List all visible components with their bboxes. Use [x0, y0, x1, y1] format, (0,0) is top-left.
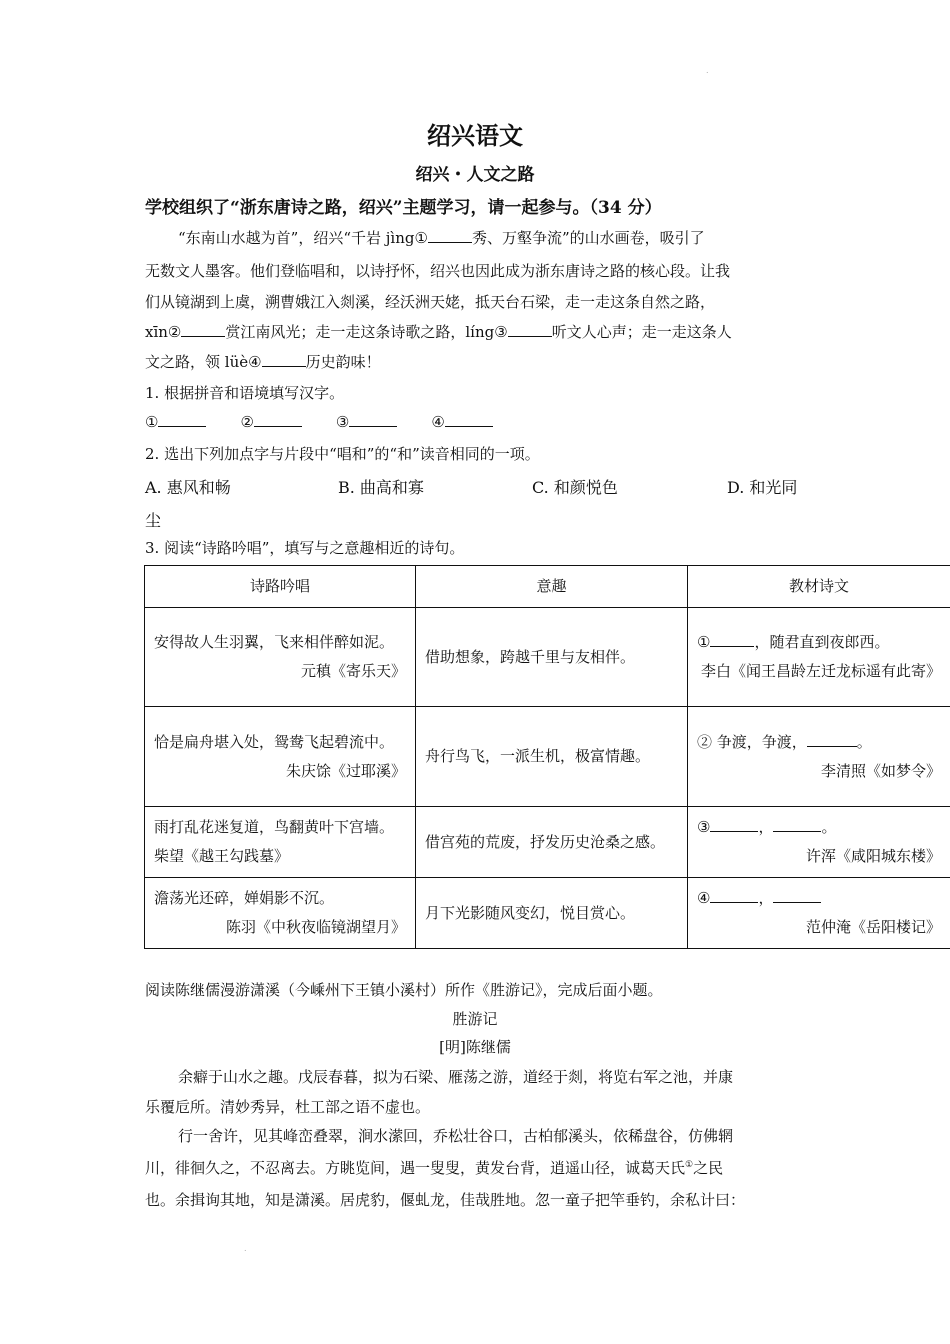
reading-author: [明]陈继儒 — [439, 1038, 511, 1056]
poem-table — [144, 565, 950, 949]
option-d[interactable]: D. 和光同 — [727, 478, 798, 497]
poem-source: 元稹《寄乐天》 — [300, 662, 406, 680]
passage-text: 赏江南风光；走一走这条诗歌之路，líng③ — [225, 323, 508, 341]
fill-blank-2[interactable] — [181, 322, 225, 337]
task-heading: 学校组织了“浙东唐诗之路，绍兴”主题学习，请一起参与。（34 分） — [145, 198, 662, 218]
reading-line: 乐覆卮所。清妙秀异，杜工部之语不虚也。 — [145, 1098, 431, 1116]
fill-blank-4[interactable] — [262, 352, 306, 367]
table-row — [145, 878, 950, 949]
scan-mark: . — [706, 66, 709, 75]
reading-title: 胜游记 — [452, 1010, 498, 1028]
reading-intro: 阅读陈继儒漫游潇溪（今嵊州下王镇小溪村）所作《胜游记》，完成后面小题。 — [145, 981, 663, 999]
passage-text: 秀、万壑争流”的山水画卷，吸引了 — [471, 229, 705, 247]
page-title: 绍兴语文 — [427, 121, 523, 150]
meaning-cell: 借助想象，跨越千里与友相伴。 — [416, 608, 688, 707]
passage-text: “东南山水越为首”，绍兴“千岩 jìng① — [178, 229, 428, 247]
table-blank-3a[interactable] — [710, 817, 758, 832]
reading-text: 之民 — [693, 1159, 724, 1177]
footnote-marker[interactable]: ① — [685, 1160, 694, 1170]
poem-cell — [145, 807, 416, 878]
passage-line-4 — [145, 321, 732, 342]
table-blank-4a[interactable] — [710, 888, 758, 903]
section-subtitle: 绍兴・人文之路 — [415, 165, 535, 185]
table-header-row — [145, 566, 950, 608]
reading-line — [145, 1157, 723, 1178]
answer-blank-3[interactable] — [349, 412, 397, 427]
textbook-source: 范仲淹《岳阳楼记》 — [805, 918, 941, 936]
textbook-source: 李清照《如梦令》 — [820, 761, 941, 780]
question-1-prompt: 1. 根据拼音和语境填写汉字。 — [145, 384, 345, 402]
poem-cell — [145, 878, 416, 949]
answer-label-4: ④ — [431, 413, 445, 431]
answer-blank-2[interactable] — [254, 412, 302, 427]
textbook-text: 。 — [856, 732, 872, 751]
table-row — [145, 608, 950, 707]
poem-source: 陈羽《中秋夜临镜湖望月》 — [225, 918, 406, 936]
poem-source: 柴望《越王勾践墓》 — [154, 847, 290, 865]
textbook-text: ， — [758, 818, 774, 836]
reading-line: 也。余揖询其地，知是潇溪。居虎豹，偃虬龙，佳哉胜地。忽一童子把竿垂钓，余私计曰： — [145, 1191, 746, 1209]
textbook-cell — [688, 707, 950, 807]
reading-line: 行一舍许，见其峰峦叠翠，涧水潆回，乔松壮谷口，古柏郁溪头，依稀盘谷，仿佛辋 — [178, 1127, 734, 1145]
fill-blank-1[interactable] — [428, 228, 472, 243]
passage-text: 听文人心声；走一走这条人 — [551, 323, 732, 341]
textbook-text: 。 — [821, 818, 837, 836]
header-textbook: 教材诗文 — [688, 566, 950, 608]
textbook-text: ③ — [697, 818, 711, 836]
table-row — [145, 807, 950, 878]
answer-label-3: ③ — [335, 413, 350, 431]
passage-text: 文之路，领 lüè④ — [145, 353, 262, 371]
option-b[interactable]: B. 曲高和寡 — [338, 478, 424, 497]
passage-line-3: 们从镜湖到上虞，溯曹娥江入剡溪，经沃洲天姥，抵天台石梁，走一走这条自然之路， — [145, 293, 716, 311]
question-1-answers — [145, 412, 493, 431]
answer-blank-4[interactable] — [445, 412, 493, 427]
textbook-text: ④ — [697, 889, 711, 907]
poem-cell — [145, 608, 416, 707]
textbook-text: ② 争渡，争渡， — [697, 732, 807, 751]
passage-text: xīn② — [145, 323, 182, 341]
textbook-cell — [688, 608, 950, 707]
question-2-prompt: 2. 选出下列加点字与片段中“唱和”的“和”读音相同的一项。 — [145, 445, 540, 463]
answer-label-1: ① — [145, 413, 159, 431]
option-d-wrap: 尘 — [145, 511, 162, 530]
textbook-source: 李白《闻王昌龄左迁龙标遥有此寄》 — [700, 662, 941, 680]
fill-blank-3[interactable] — [508, 322, 552, 337]
passage-line-1 — [178, 227, 705, 248]
table-blank-4b[interactable] — [773, 888, 821, 903]
poem-cell — [145, 707, 416, 807]
answer-blank-1[interactable] — [158, 412, 206, 427]
header-poem: 诗路吟唱 — [145, 566, 416, 608]
passage-line-2: 无数文人墨客。他们登临唱和，以诗抒怀，绍兴也因此成为浙东唐诗之路的核心段。让我 — [145, 262, 731, 280]
poem-text: 安得故人生羽翼，飞来相伴醉如泥。 — [154, 633, 395, 651]
scan-mark: . — [244, 1244, 247, 1253]
textbook-text: ，随君直到夜郎西。 — [754, 633, 890, 651]
poem-text: 雨打乱花迷复道，鸟翻黄叶下宫墙。 — [154, 818, 395, 836]
table-blank-2[interactable] — [807, 732, 857, 747]
question-3-prompt: 3. 阅读“诗路吟唱”，填写与之意趣相近的诗句。 — [145, 539, 465, 557]
poem-text: 澹荡光还碎，婵娟影不沉。 — [154, 889, 335, 907]
table-blank-3b[interactable] — [773, 817, 821, 832]
textbook-cell — [688, 878, 950, 949]
textbook-text: ① — [697, 633, 711, 651]
passage-text: 历史韵味！ — [305, 353, 381, 371]
reading-line: 余癖于山水之趣。戊辰春暮，拟为石梁、雁荡之游，道经于剡，将览右军之池，并康 — [178, 1068, 734, 1086]
reading-text: 川，徘徊久之，不忍离去。方眺览间，遇一叟叟，黄发台背，逍遥山径，诚葛天氏 — [145, 1159, 686, 1177]
option-a[interactable]: A. 惠风和畅 — [145, 478, 231, 497]
table-row — [145, 707, 950, 807]
textbook-text: ， — [758, 889, 774, 907]
meaning-cell: 舟行鸟飞，一派生机，极富情趣。 — [416, 707, 688, 807]
poem-text: 恰是扁舟堪入处，鸳鸯飞起碧流中。 — [154, 732, 395, 751]
textbook-source: 许浑《咸阳城东楼》 — [805, 847, 941, 865]
option-c[interactable]: C. 和颜悦色 — [532, 478, 618, 497]
header-meaning: 意趣 — [416, 566, 688, 608]
meaning-cell: 借宫苑的荒废，抒发历史沧桑之感。 — [416, 807, 688, 878]
textbook-cell — [688, 807, 950, 878]
poem-source: 朱庆馀《过耶溪》 — [285, 761, 406, 780]
meaning-cell: 月下光影随风变幻，悦目赏心。 — [416, 878, 688, 949]
answer-label-2: ② — [240, 413, 254, 431]
table-blank-1[interactable] — [710, 632, 754, 647]
passage-line-5 — [145, 351, 381, 372]
